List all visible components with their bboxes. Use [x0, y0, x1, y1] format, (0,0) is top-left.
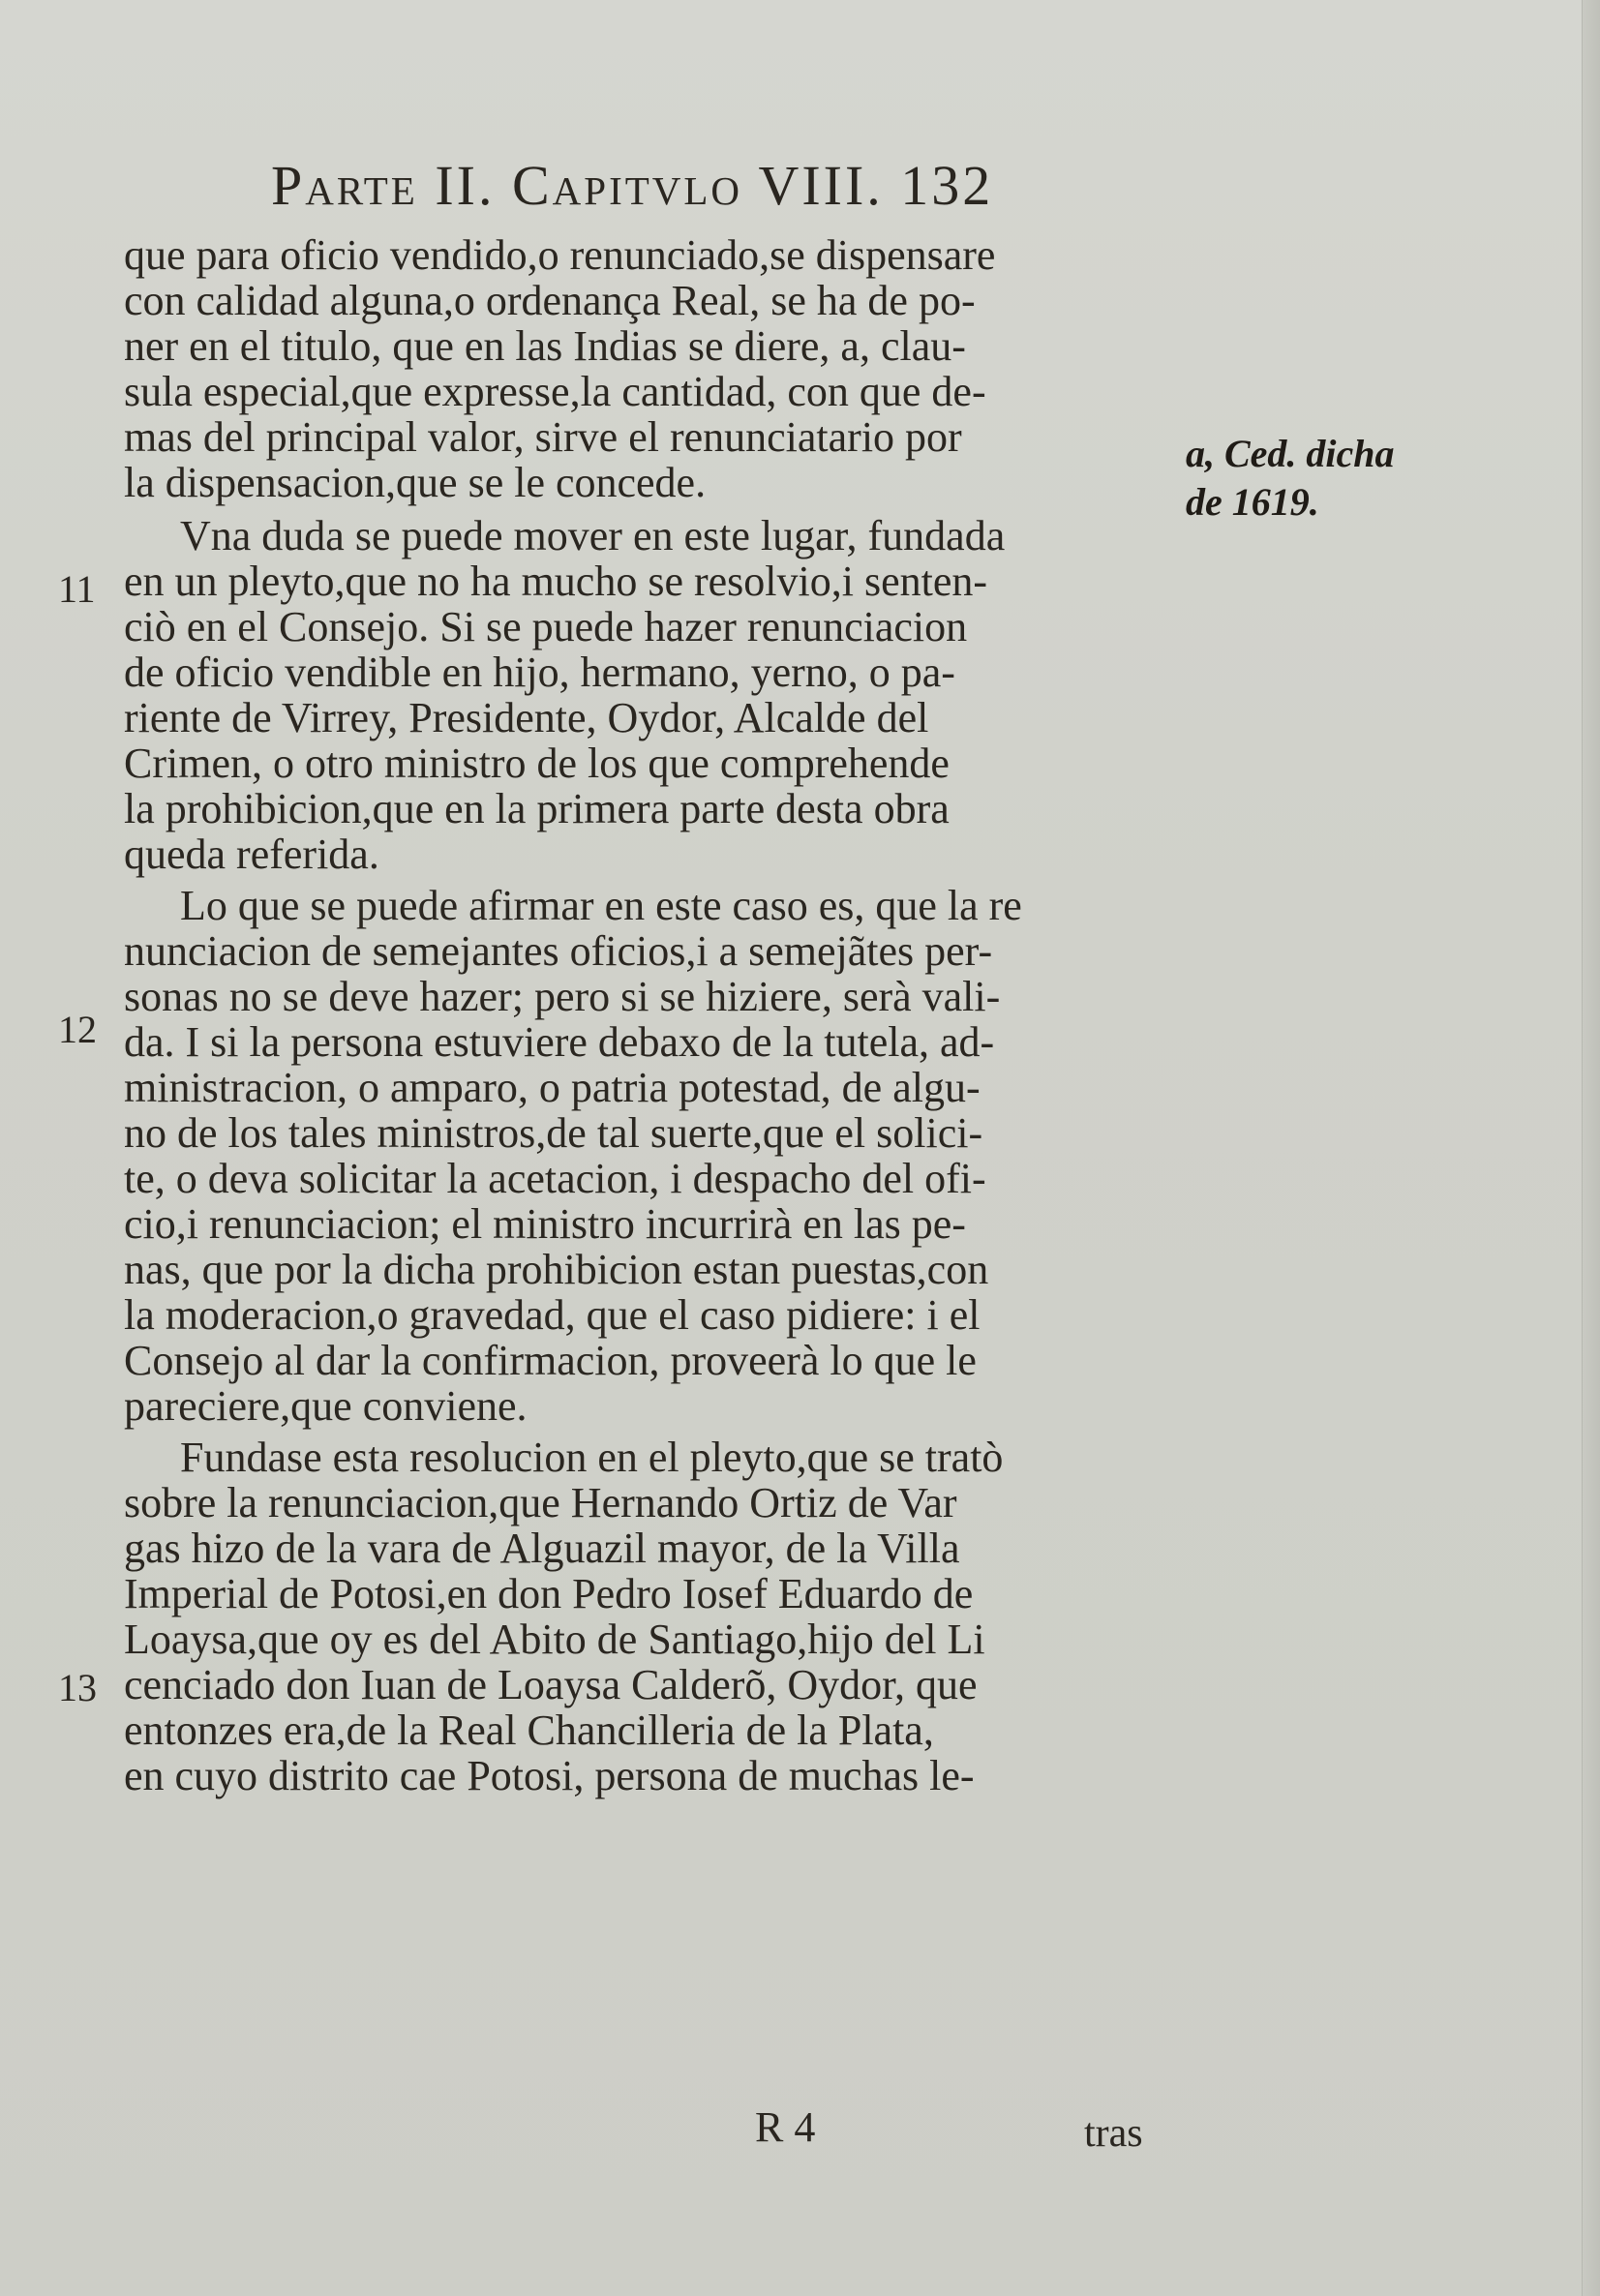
text-line: da. I si la persona estuviere debaxo de la tutela, ad- [124, 1018, 995, 1066]
paragraph-number: 11 [58, 567, 96, 611]
text-line: te, o deva solicitar la acetacion, i despacho del ofi- [124, 1155, 986, 1202]
text-line: cio,i renunciacion; el ministro incurrirà en las pe- [124, 1200, 966, 1248]
signature-mark: R 4 [755, 2103, 816, 2151]
text-line: con calidad alguna,o ordenança Real, se ha de po- [124, 277, 976, 324]
text-line: Consejo al dar la confirmacion, proveerà lo que le [124, 1337, 977, 1384]
text-line: Vna duda se puede mover en este lugar, fundada [180, 512, 1006, 559]
text-line: la dispensacion,que se le concede. [124, 459, 707, 506]
text-line: la moderacion,o gravedad, que el caso pidiere: i el [124, 1291, 981, 1339]
text-line: cenciado don Iuan de Loaysa Calderõ, Oydor, que [124, 1661, 978, 1708]
margin-note-line: a, Ced. dicha [1186, 432, 1395, 475]
text-line: mas del principal valor, sirve el renunciatario por [124, 413, 962, 461]
page-edge [1582, 0, 1600, 2296]
text-line: en un pleyto,que no ha mucho se resolvio,i senten- [124, 558, 988, 605]
text-line: la prohibicion,que en la primera parte desta obra [124, 785, 950, 832]
text-line: Loaysa,que oy es del Abito de Santiago,hijo del Li [124, 1616, 985, 1663]
text-line: Imperial de Potosi,en don Pedro Iosef Eduardo de [124, 1570, 974, 1617]
text-line: sonas no se deve hazer; pero si se hiziere, serà vali- [124, 973, 1001, 1020]
text-line: gas hizo de la vara de Alguazil mayor, de la Villa [124, 1525, 960, 1572]
text-line: ner en el titulo, que en las Indias se diere, a, clau- [124, 322, 966, 370]
text-line: sula especial,que expresse,la cantidad, con que de- [124, 368, 986, 415]
text-line: Fundase esta resolucion en el pleyto,que se tratò [180, 1434, 1004, 1481]
text-line: ministracion, o amparo, o patria potestad, de algu- [124, 1064, 981, 1111]
margin-note-line: de 1619. [1186, 480, 1319, 524]
text-line: que para oficio vendido,o renunciado,se dispensare [124, 231, 996, 279]
text-line: Crimen, o otro ministro de los que comprehende [124, 740, 950, 787]
paragraph-number: 12 [58, 1008, 97, 1051]
text-line: pareciere,que conviene. [124, 1382, 528, 1430]
text-line: en cuyo distrito cae Potosi, persona de muchas le- [124, 1752, 975, 1799]
text-line: sobre la renunciacion,que Hernando Ortiz de Var [124, 1479, 957, 1526]
text-line: de oficio vendible en hijo, hermano, yerno, o pa- [124, 649, 955, 696]
text-line: nas, que por la dicha prohibicion estan puestas,con [124, 1246, 989, 1293]
text-line: no de los tales ministros,de tal suerte,que el solici- [124, 1109, 983, 1157]
paragraph-number: 13 [58, 1666, 97, 1709]
text-line: queda referida. [124, 831, 379, 878]
catchword: tras [1084, 2111, 1143, 2156]
text-line: riente de Virrey, Presidente, Oydor, Alcalde del [124, 694, 929, 741]
text-line: Lo que se puede afirmar en este caso es, que la re [180, 882, 1022, 929]
text-line: nunciacion de semejantes oficios,i a semejãtes per- [124, 927, 993, 975]
text-line: entonzes era,de la Real Chancilleria de la Plata, [124, 1707, 934, 1754]
running-header: Parte II. Capitvlo VIII. 132 [271, 154, 994, 217]
text-line: ciò en el Consejo. Si se puede hazer renunciacion [124, 603, 968, 650]
